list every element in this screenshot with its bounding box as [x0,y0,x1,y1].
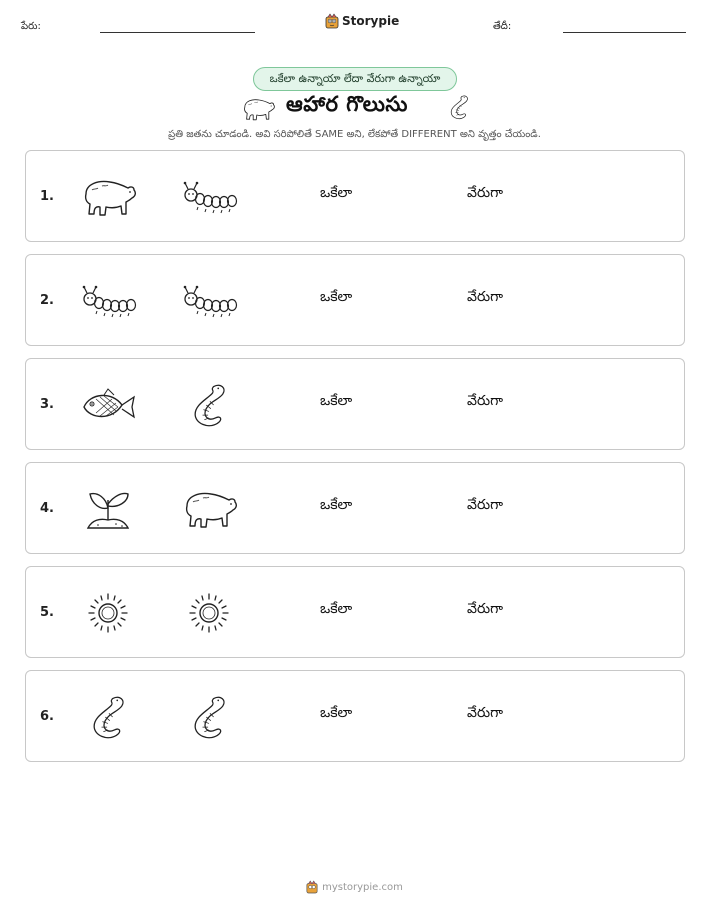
sun-icon [78,589,138,637]
worksheet-subtitle: ఒకేలా ఉన్నాయా లేదా వేరుగా ఉన్నాయా [253,67,457,91]
bear-icon [179,485,239,533]
name-label: పేరు: [21,21,41,32]
date-field[interactable] [563,32,686,33]
footer-website[interactable]: mystorypie.com [322,881,403,893]
page-title: ఆహార గొలుసు [286,92,408,116]
different-option[interactable]: వేరుగా [467,601,503,617]
same-option[interactable]: ఒకేలా [320,601,353,617]
caterpillar-icon [179,173,239,221]
plant-icon [78,485,138,533]
question-row [25,254,685,346]
bear-icon [78,173,138,221]
different-option[interactable]: వేరుగా [467,393,503,409]
same-option[interactable]: ఒకేలా [320,705,353,721]
different-option[interactable]: వేరుగా [467,289,503,305]
question-row [25,566,685,658]
worksheet-title-block [240,92,468,122]
question-number: 2. [40,293,54,308]
question-number: 6. [40,709,54,724]
same-option[interactable]: ఒకేలా [320,497,353,513]
caterpillar-icon [78,277,138,325]
different-option[interactable]: వేరుగా [467,705,503,721]
sun-icon [179,589,239,637]
bear-icon [240,95,276,123]
question-row [25,462,685,554]
question-row [25,150,685,242]
same-option[interactable]: ఒకేలా [320,289,353,305]
page-footer [0,880,709,894]
brand-name: Storypie [342,14,400,28]
worm-icon [78,693,138,741]
caterpillar-icon [179,277,239,325]
name-field[interactable] [100,32,255,33]
brand-logo [325,13,399,29]
question-row [25,670,685,762]
question-number: 5. [40,605,54,620]
worm-icon [179,381,239,429]
fish-icon [78,381,138,429]
storypie-mascot-icon [325,13,339,29]
instructions-text: ప్రతి జతను చూడండి. అవి సరిపోలితే SAME అని, లేకపోతే DIFFERENT అని వృత్తం చేయండి. [168,129,541,140]
question-number: 3. [40,397,54,412]
worm-icon [446,92,472,122]
question-number: 4. [40,501,54,516]
worm-icon [179,693,239,741]
question-row [25,358,685,450]
page-header [0,0,709,40]
same-option[interactable]: ఒకేలా [320,393,353,409]
date-label: తేదీ: [493,21,512,32]
question-number: 1. [40,189,54,204]
different-option[interactable]: వేరుగా [467,185,503,201]
different-option[interactable]: వేరుగా [467,497,503,513]
same-option[interactable]: ఒకేలా [320,185,353,201]
storypie-mascot-icon [306,880,318,894]
